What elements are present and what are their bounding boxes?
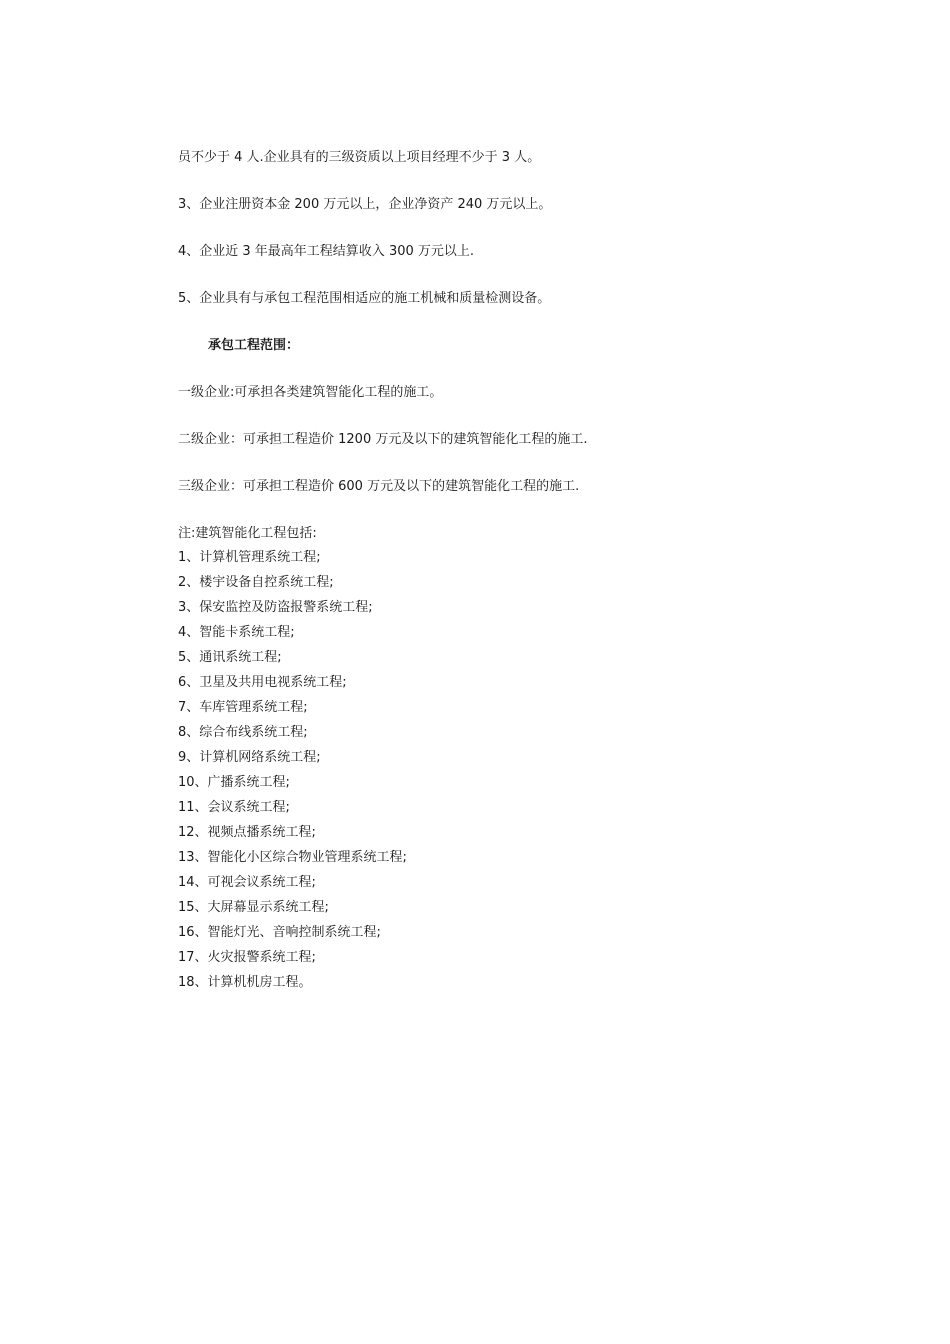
list-item: 1、计算机管理系统工程;	[178, 550, 321, 565]
list-item: 14、可视会议系统工程;	[178, 875, 316, 890]
list-item: 3、保安监控及防盗报警系统工程;	[178, 600, 373, 615]
scope-heading: 承包工程范围：	[208, 338, 300, 353]
list-item: 6、卫星及共用电视系统工程;	[178, 675, 347, 690]
list-item: 10、广播系统工程;	[178, 775, 290, 790]
list-item: 11、会议系统工程;	[178, 800, 290, 815]
paragraph-staff-requirement: 员不少于 4 人.企业具有的三级资质以上项目经理不少于 3 人。	[178, 150, 541, 165]
list-item: 12、视频点播系统工程;	[178, 825, 316, 840]
list-item: 16、智能灯光、音响控制系统工程;	[178, 925, 381, 940]
list-item: 2、楼宇设备自控系统工程;	[178, 575, 334, 590]
paragraph-registered-capital: 3、企业注册资本金 200 万元以上，企业净资产 240 万元以上。	[178, 197, 552, 212]
list-item: 17、火灾报警系统工程;	[178, 950, 316, 965]
list-item: 9、计算机网络系统工程;	[178, 750, 321, 765]
paragraph-annual-revenue: 4、企业近 3 年最高年工程结算收入 300 万元以上.	[178, 244, 475, 259]
list-item: 18、计算机机房工程。	[178, 975, 312, 990]
grade-three-scope: 三级企业：可承担工程造价 600 万元及以下的建筑智能化工程的施工.	[178, 479, 580, 494]
list-item: 8、综合布线系统工程;	[178, 725, 308, 740]
grade-one-scope: 一级企业:可承担各类建筑智能化工程的施工。	[178, 385, 443, 400]
engineering-list	[178, 545, 818, 995]
list-item: 4、智能卡系统工程;	[178, 625, 295, 640]
document-page	[178, 147, 818, 995]
list-item: 5、通讯系统工程;	[178, 650, 282, 665]
paragraph-equipment: 5、企业具有与承包工程范围相适应的施工机械和质量检测设备。	[178, 291, 551, 306]
list-item: 15、大屏幕显示系统工程;	[178, 900, 329, 915]
list-item: 13、智能化小区综合物业管理系统工程;	[178, 850, 407, 865]
list-item: 7、车库管理系统工程;	[178, 700, 308, 715]
note-intro: 注:建筑智能化工程包括:	[178, 526, 317, 541]
grade-two-scope: 二级企业：可承担工程造价 1200 万元及以下的建筑智能化工程的施工.	[178, 432, 588, 447]
